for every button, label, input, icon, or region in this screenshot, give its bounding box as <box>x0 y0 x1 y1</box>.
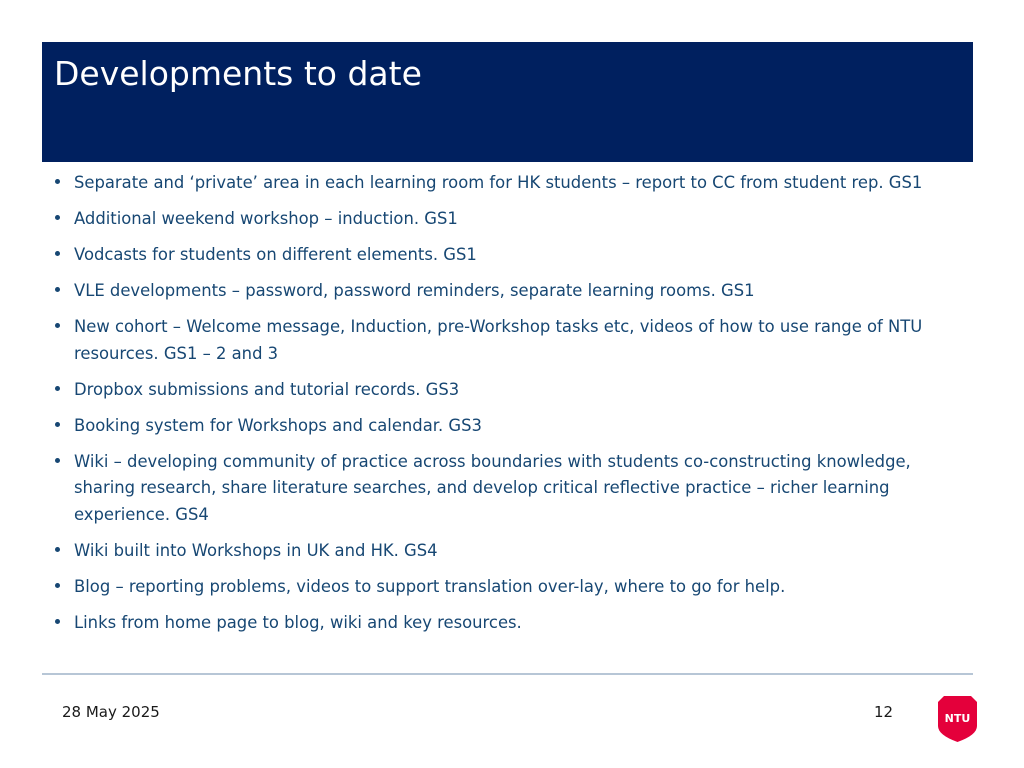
bullet-text: Blog – reporting problems, videos to support translation over-lay, where to go for help. <box>74 576 786 596</box>
page-number: 12 <box>874 703 894 721</box>
bullet-item <box>54 574 959 601</box>
bullet-item <box>54 278 959 305</box>
bullet-text: Booking system for Workshops and calendar. GS3 <box>74 415 482 435</box>
footer-divider <box>42 673 973 675</box>
ntu-logo-text: NTU <box>944 712 971 725</box>
bullet-item <box>54 377 959 404</box>
bullet-item <box>54 206 959 233</box>
bullet-item <box>54 538 959 565</box>
bullet-text: Vodcasts for students on different elements. GS1 <box>74 245 477 264</box>
bullet-text: Dropbox submissions and tutorial records. GS3 <box>74 379 460 399</box>
bullet-item <box>54 449 959 529</box>
bullet-text: Additional weekend workshop – induction. GS1 <box>74 209 458 228</box>
slide-title: Developments to date <box>54 54 422 93</box>
bullet-text: VLE developments – password, password reminders, separate learning rooms. GS1 <box>74 281 755 300</box>
bullet-item <box>54 242 959 269</box>
footer-date: 28 May 2025 <box>62 703 160 721</box>
bullet-item <box>54 413 959 440</box>
title-bar <box>42 42 973 162</box>
bullet-text: Separate and ‘private’ area in each learning room for HK students – report to CC from student rep. GS1 <box>74 173 923 192</box>
bullet-text: Wiki built into Workshops in UK and HK. GS4 <box>74 540 438 560</box>
bullet-text: Links from home page to blog, wiki and key resources. <box>74 612 522 632</box>
bullet-item <box>54 610 959 637</box>
bullet-text: Wiki – developing community of practice across boundaries with students co-constructing knowledge, sharing research, share literature searches, and develop critical reflective practice – richer learning experience. GS4 <box>74 451 911 524</box>
bullet-item <box>54 170 959 197</box>
ntu-logo <box>938 696 977 742</box>
bullet-item <box>54 314 959 367</box>
bullet-text: New cohort – Welcome message, Induction, pre-Workshop tasks etc, videos of how to use range of NTU resources. GS1 – 2 and 3 <box>74 317 923 363</box>
bullet-list <box>54 170 959 646</box>
